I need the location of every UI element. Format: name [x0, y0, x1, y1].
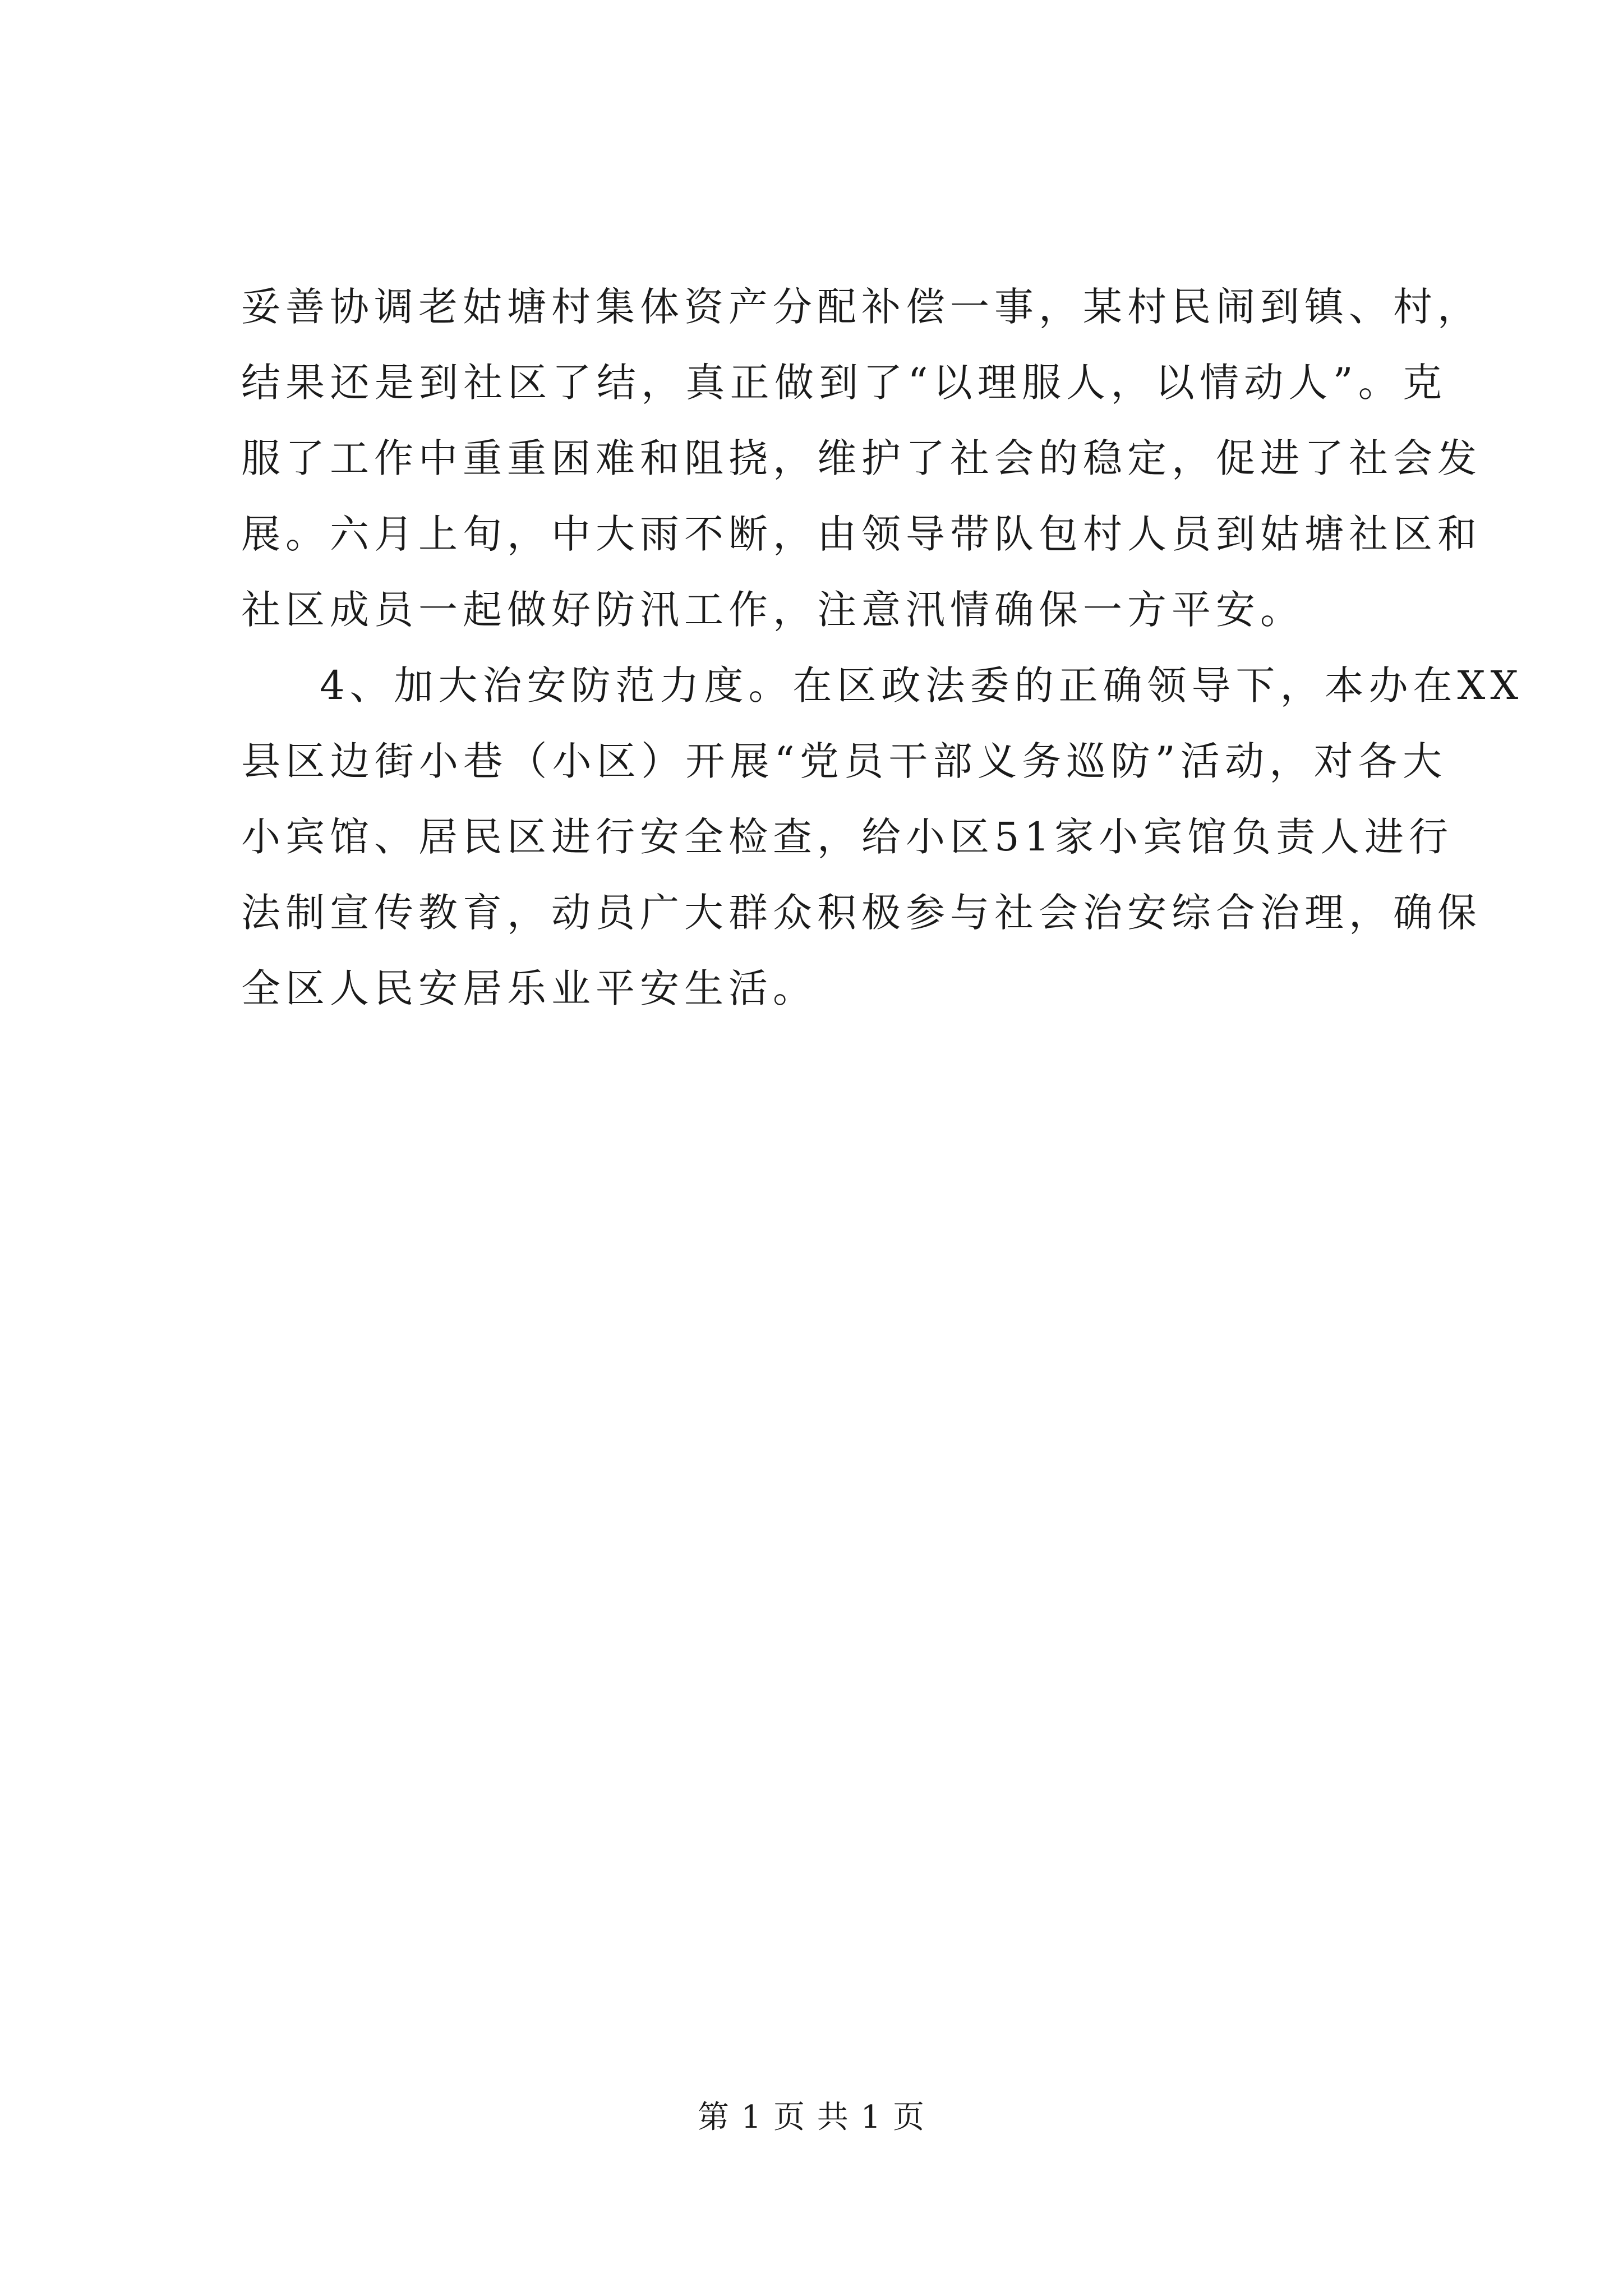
- text-line: 4、加大治安防范力度。在区政法委的正确领导下，本办在XX: [320, 662, 1524, 708]
- text-line: 县区边街小巷（小区）开展“党员干部义务巡防”活动，对各大: [241, 738, 1447, 784]
- text-line: 妥善协调老姑塘村集体资产分配补偿一事，某村民闹到镇、村，: [241, 284, 1482, 330]
- text-line: 全区人民安居乐业平安生活。: [241, 965, 817, 1011]
- body-text: [241, 269, 1524, 1027]
- paragraph-2: [241, 648, 1524, 1027]
- paragraph-1: [241, 269, 1482, 648]
- text-line: 结果还是到社区了结，真正做到了“以理服人，以情动人”。克: [241, 360, 1447, 406]
- text-line: 社区成员一起做好防汛工作，注意汛情确保一方平安。: [241, 587, 1304, 633]
- text-line: 服了工作中重重困难和阻挠，维护了社会的稳定，促进了社会发: [241, 435, 1482, 481]
- text-line: 小宾馆、居民区进行安全检查，给小区51家小宾馆负责人进行: [241, 814, 1454, 860]
- text-line: 展。六月上旬，中大雨不断，由领导带队包村人员到姑塘社区和: [241, 511, 1482, 557]
- text-line: 法制宣传教育，动员广大群众积极参与社会治安综合治理，确保: [241, 890, 1482, 936]
- page-number-footer: 第 1 页 共 1 页: [697, 2099, 926, 2136]
